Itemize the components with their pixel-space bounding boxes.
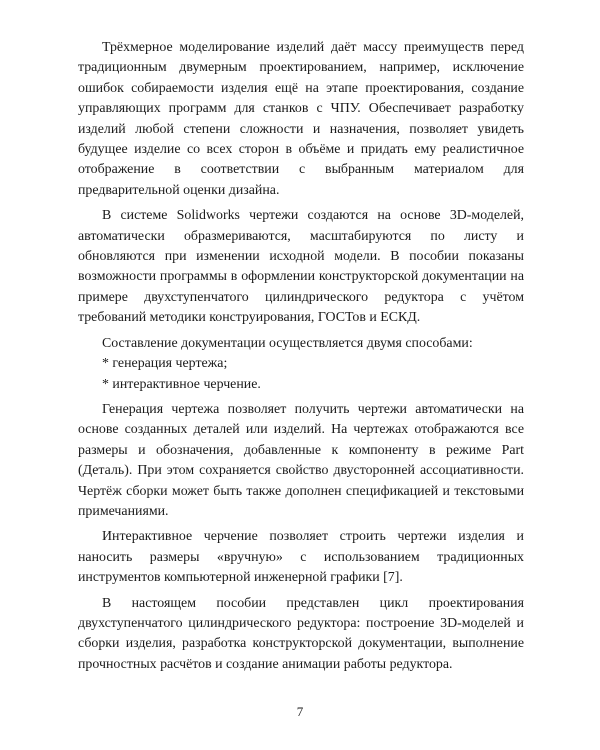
body-text — [78, 38, 524, 680]
paragraph-3d-modeling: Трёхмерное моделирование изделий даёт массу преимуществ перед традиционным двумерным проектированием, например, исключение ошибок собираемости изделия ещё на этапе проектирования, создание управляющих программ для станков с ЧПУ. Обеспечивает разработку изделий любой степени сложности и назначения, позволяет увидеть будущее изделие со всех сторон в объёме и придать ему реалистичное отображение в соответствии с выбранным материалом для предварительной оценки дизайна. — [78, 40, 524, 198]
paragraph-solidworks: В системе Solidworks чертежи создаются на основе 3D-моделей, автоматически образмериваются, масштабируются по листу и обновляются при изменении исходной модели. В пособии показаны возможности программы в оформлении конструкторской документации на примере двухступенчатого цилиндрического редуктора с учётом требований методики конструирования, ГОСТов и ЕСКД. — [78, 208, 524, 326]
list-item-interactive-drawing: * интерактивное черчение. — [102, 376, 261, 392]
page-number: 7 — [296, 704, 304, 719]
paragraph-drawing-generation: Генерация чертежа позволяет получить чертежи автоматически на основе созданных деталей или изделий. На чертежах отображаются все размеры и обозначения, добавленные к компоненту в режиме Part (Деталь). При этом сохраняется свойство двусторонней ассоциативности. Чертёж сборки может быть также дополнен спецификацией и текстовыми примечаниями. — [78, 401, 524, 519]
paragraph-documentation-methods: Составление документации осуществляется двумя способами: — [102, 335, 473, 351]
paragraph-manual-summary: В настоящем пособии представлен цикл проектирования двухступенчатого цилиндрического редуктора: построение 3D-моделей и сборки изделия, разработка конструкторской документации, выполнение прочностных расчётов и создание анимации работы редуктора. — [78, 595, 524, 672]
paragraph-interactive-drawing: Интерактивное черчение позволяет строить чертежи изделия и наносить размеры «вручную» с использованием традиционных инструментов компьютерной инженерной графики [7]. — [78, 529, 524, 586]
list-item-drawing-generation: * генерация чертежа; — [102, 356, 228, 372]
